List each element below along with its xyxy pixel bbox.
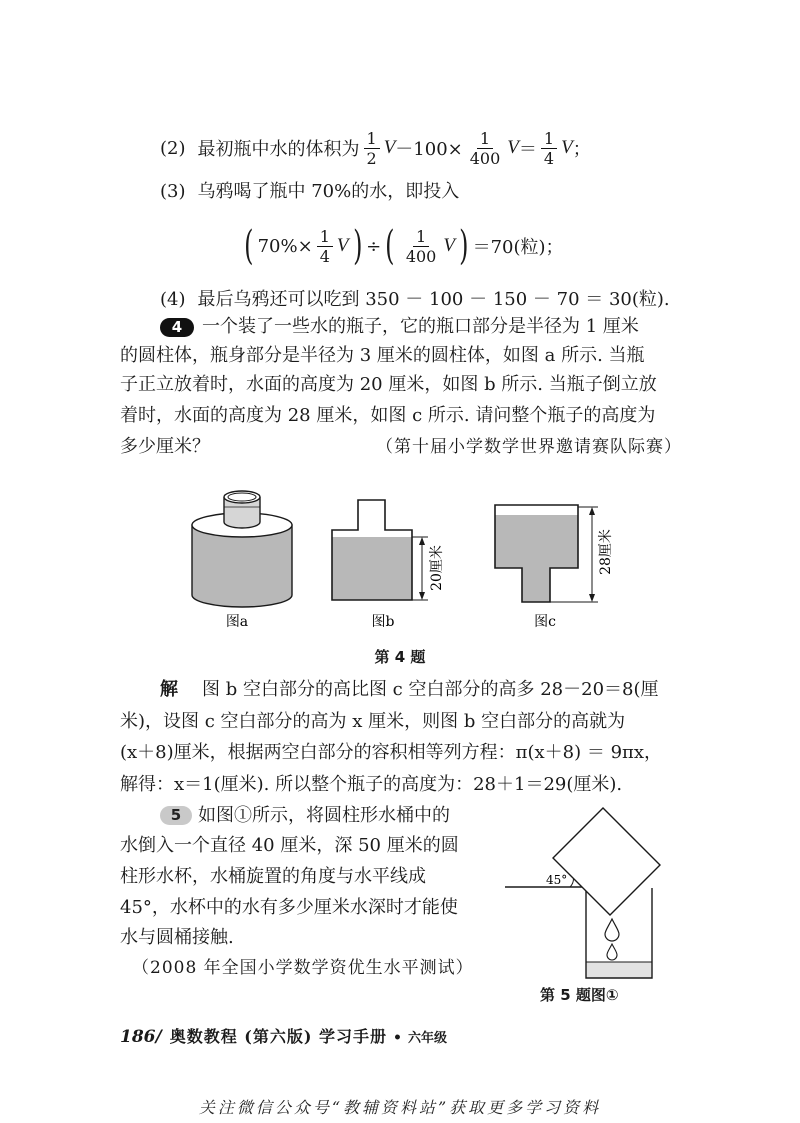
problem-4-line: 着时，水面的高度为 28 厘米，如图 c 所示. 请问整个瓶子的高度为 xyxy=(120,405,656,426)
fraction-denominator: 4 xyxy=(543,148,555,168)
fraction-numerator: 1 xyxy=(477,129,493,149)
figure-a-label: 图a xyxy=(225,614,249,630)
bottle-neck-rim-inner xyxy=(228,493,256,501)
problem-5-figure xyxy=(500,800,670,985)
arrow-down-icon xyxy=(419,592,425,600)
fraction-numerator: 1 xyxy=(317,227,333,247)
fraction-denominator: 2 xyxy=(366,148,377,168)
variable-v: V xyxy=(383,137,396,158)
cup-water xyxy=(586,962,652,978)
problem-number-badge: 5 xyxy=(160,806,192,825)
item-label: (4) xyxy=(160,289,186,310)
variable-v: V xyxy=(507,137,519,158)
solution-4-line: 解得：x＝1(厘米). 所以整个瓶子的高度为：28＋1＝29(厘米). xyxy=(120,774,623,795)
water-drop-icon xyxy=(605,919,619,941)
problem-number-badge: 4 xyxy=(160,318,194,337)
solution-item-3 xyxy=(160,180,459,204)
figure-a-bottle xyxy=(192,491,292,607)
tilted-bucket xyxy=(553,808,660,915)
fraction xyxy=(364,129,380,168)
fraction-denominator: 400 xyxy=(405,246,437,266)
water-drop-icon xyxy=(607,944,617,960)
problem-5-source: （2008 年全国小学数学资优生水平测试） xyxy=(132,958,474,978)
fraction xyxy=(317,227,333,266)
problem-5-line: 水与圆桶接触. xyxy=(120,927,234,948)
figure-c-bottle xyxy=(495,505,614,602)
left-paren: ( xyxy=(244,223,254,269)
problem-4-line: 一个装了一些水的瓶子，它的瓶口部分是半径为 1 厘米 xyxy=(202,316,639,337)
figure-c-label: 图c xyxy=(534,614,556,630)
page-footer xyxy=(120,1025,447,1051)
figure-b-bottle xyxy=(332,500,445,600)
solution-4-line: 米)，设图 c 空白部分的高为 x 厘米，则图 b 空白部分的高就为 xyxy=(120,711,626,732)
math-text: 70%× xyxy=(257,235,313,257)
solution-label: 解 xyxy=(160,679,178,700)
problem-4-source: （第十届小学数学世界邀请赛队际赛） xyxy=(376,437,682,457)
item-text: 最初瓶中水的体积为 xyxy=(197,139,360,160)
problem-4-figures xyxy=(180,480,620,640)
problem-5-line: 如图①所示，将圆柱形水桶中的 xyxy=(198,805,450,826)
height-label-c: 28厘米 xyxy=(598,529,614,575)
solution-item-4 xyxy=(160,288,670,312)
figure-4-caption: 第 4 题 xyxy=(374,648,426,666)
problem-4-line: 子正立放着时，水面的高度为 20 厘米，如图 b 所示. 当瓶子倒立放 xyxy=(120,374,657,395)
figure-5-caption: 第 5 题图① xyxy=(540,986,619,1004)
footer-separator: • xyxy=(393,1030,402,1046)
solution-4-line: 图 b 空白部分的高比图 c 空白部分的高多 28－20＝8(厘 xyxy=(202,679,659,700)
grade-label: 六年级 xyxy=(407,1031,447,1046)
fraction-numerator: 1 xyxy=(413,227,429,247)
water-fill xyxy=(332,537,412,600)
problem-5-line: 水倒入一个直径 40 厘米，深 50 厘米的圆 xyxy=(120,835,459,856)
problem-5-line: 柱形水杯，水桶旋置的角度与水平线成 xyxy=(120,866,426,887)
right-paren: ) xyxy=(459,223,469,269)
variable-v: V xyxy=(336,235,349,256)
item-label: (3) xyxy=(160,181,186,202)
variable-v: V xyxy=(443,235,455,256)
right-paren: ) xyxy=(352,223,362,269)
arrow-up-icon xyxy=(589,507,595,515)
height-label-b: 20厘米 xyxy=(429,545,445,591)
problem-5-line: 45°，水杯中的水有多少厘米水深时才能使 xyxy=(120,897,458,918)
item-text: 乌鸦喝了瓶中 70%的水，即投入 xyxy=(197,181,460,202)
fraction xyxy=(541,129,557,168)
fraction xyxy=(467,129,504,168)
fraction-numerator: 1 xyxy=(541,129,557,149)
page-number: 186/ xyxy=(120,1027,162,1047)
math-text: ＝70(粒)； xyxy=(472,237,564,258)
arrow-up-icon xyxy=(419,537,425,545)
angle-arc xyxy=(570,879,574,888)
figure-b-label: 图b xyxy=(371,614,395,630)
solution-item-2 xyxy=(160,122,591,174)
angle-label: 45° xyxy=(546,873,568,887)
fraction-denominator: 4 xyxy=(319,246,330,266)
left-paren: ( xyxy=(385,223,395,269)
problem-4-line: 的圆柱体，瓶身部分是半径为 3 厘米的圆柱体，如图 a 所示. 当瓶 xyxy=(120,345,645,366)
fraction xyxy=(403,227,440,266)
math-text: ＝ xyxy=(518,139,537,160)
math-text: －100× xyxy=(395,139,463,160)
variable-v: V xyxy=(561,137,573,158)
book-title: 奥数教程 (第六版) 学习手册 xyxy=(169,1027,387,1046)
problem-4-line: 多少厘米？ xyxy=(120,436,210,457)
fraction-denominator: 400 xyxy=(469,148,501,168)
arrow-down-icon xyxy=(589,594,595,602)
item-text: 最后乌鸦还可以吃到 350 － 100 － 150 － 70 ＝ 30(粒). xyxy=(197,289,670,310)
item-label: (2) xyxy=(160,137,186,159)
divide-sign: ÷ xyxy=(366,235,382,257)
solution-4-line: (x＋8)厘米，根据两空白部分的容积相等列方程：π(x＋8) ＝ 9πx， xyxy=(120,742,663,763)
water-fill xyxy=(495,515,578,602)
fraction-numerator: 1 xyxy=(364,129,380,149)
math-text: ； xyxy=(572,139,591,160)
watermark-text: 关注微信公众号“教辅资料站”获取更多学习资料 xyxy=(198,1098,602,1117)
display-formula xyxy=(240,220,564,272)
